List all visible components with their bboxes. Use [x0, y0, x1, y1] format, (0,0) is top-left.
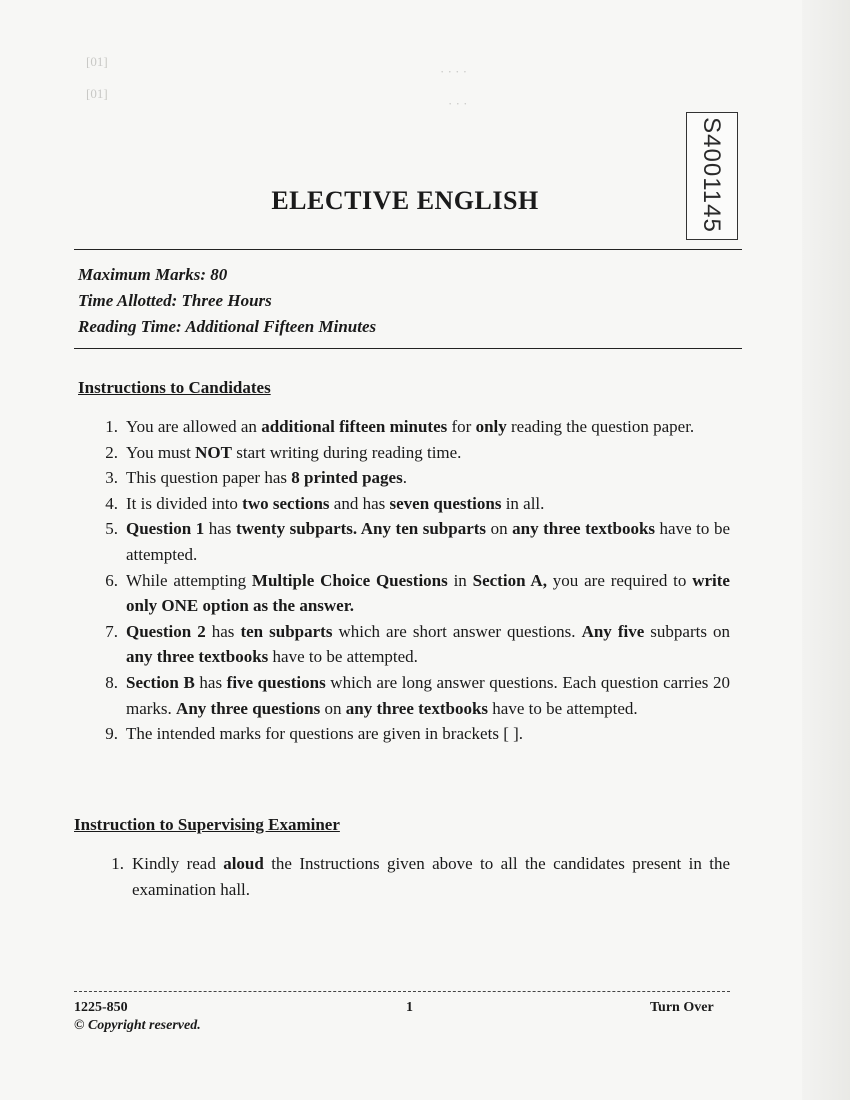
instruction-fragment: on	[320, 698, 346, 718]
instruction-emphasis: Any five	[581, 621, 645, 641]
instruction-item	[90, 851, 730, 902]
instruction-emphasis: twenty subparts. Any ten subparts	[235, 519, 487, 539]
instruction-fragment: on	[486, 519, 513, 539]
instruction-fragment: have to be attempted.	[268, 647, 418, 667]
instruction-text	[126, 440, 730, 466]
instruction-fragment: in	[447, 570, 473, 590]
instruction-fragment: has	[194, 672, 227, 692]
instruction-fragment: While attempting	[126, 570, 252, 590]
instruction-text	[126, 721, 730, 747]
instruction-emphasis: five questions	[226, 672, 326, 692]
instruction-text	[126, 465, 730, 491]
instruction-fragment: the Instructions given above to all the candidates present in the examination hall.	[132, 854, 730, 899]
instruction-emphasis: Section A,	[472, 570, 547, 590]
instruction-fragment: has	[204, 519, 236, 539]
instruction-fragment: It is divided into	[126, 493, 243, 513]
instruction-fragment: The intended marks for questions are given in brackets [ ].	[126, 724, 524, 744]
reading-time: Reading Time: Additional Fifteen Minutes	[78, 317, 377, 336]
turn-over-note: Turn Over	[650, 1000, 714, 1015]
instruction-item	[84, 568, 730, 619]
instruction-item	[84, 516, 730, 567]
instruction-number: 2.	[105, 442, 118, 462]
instruction-number: 7.	[105, 621, 118, 641]
bleed-through-mark: [01]	[86, 54, 108, 69]
instruction-item	[84, 670, 730, 721]
instruction-fragment: in all.	[501, 493, 545, 513]
instruction-emphasis: ten subparts	[240, 621, 333, 641]
instruction-fragment: has	[205, 621, 241, 641]
candidate-instructions-list	[84, 414, 730, 747]
instruction-item	[84, 619, 730, 670]
instruction-item	[84, 440, 730, 466]
bleed-through-mark: [01]	[86, 86, 108, 101]
instruction-emphasis: any three textbooks	[512, 519, 656, 539]
instruction-emphasis: Question 1	[126, 519, 205, 539]
instruction-fragment: subparts on	[644, 621, 730, 641]
instruction-fragment: for	[447, 417, 476, 436]
instruction-fragment: You must	[126, 442, 196, 462]
footer-divider	[74, 991, 730, 992]
instruction-emphasis: any three textbooks	[126, 647, 269, 667]
instruction-emphasis: two sections	[242, 493, 330, 513]
instruction-fragment: and has	[329, 493, 390, 513]
paper-code: 1225-850	[74, 1000, 128, 1015]
instruction-number: 9.	[105, 724, 118, 744]
instruction-number: 3.	[105, 468, 118, 488]
paper-title: ELECTIVE ENGLISH	[271, 186, 539, 215]
instruction-emphasis: Multiple Choice Questions	[251, 570, 448, 590]
instruction-fragment: start writing during reading time.	[231, 442, 462, 462]
instruction-fragment: This question paper has	[126, 468, 292, 488]
examiner-heading: Instruction to Supervising Examiner	[74, 815, 340, 834]
instruction-emphasis: Any three questions	[176, 698, 321, 718]
instruction-text	[126, 670, 730, 721]
instruction-emphasis: seven questions	[389, 493, 502, 513]
instruction-emphasis: 8 printed pages	[291, 468, 403, 488]
instruction-fragment: which are short answer questions.	[332, 621, 582, 641]
instruction-text	[126, 516, 730, 567]
instruction-item	[84, 721, 730, 747]
instruction-emphasis: only	[475, 417, 507, 436]
instruction-text	[126, 414, 730, 440]
divider-middle	[74, 348, 742, 349]
instruction-number: 1.	[105, 417, 118, 436]
instruction-fragment: which are long answer questions. Each question carries 20 marks.	[126, 672, 730, 718]
instruction-fragment: You are allowed an	[126, 417, 262, 436]
instruction-number: 4.	[105, 493, 118, 513]
page-number: 1	[406, 1000, 413, 1015]
time-allotted: Time Allotted: Three Hours	[78, 291, 272, 310]
instruction-emphasis: Section B	[126, 672, 195, 692]
instruction-emphasis: any three textbooks	[345, 698, 489, 718]
instruction-number: 6.	[105, 570, 118, 590]
instruction-item	[84, 465, 730, 491]
instruction-fragment: .	[402, 468, 407, 488]
instruction-item	[84, 414, 730, 440]
instruction-emphasis: additional fifteen minutes	[261, 417, 448, 436]
instruction-text	[132, 851, 730, 902]
copyright-note: © Copyright reserved.	[74, 1018, 201, 1033]
instruction-emphasis: aloud	[223, 854, 264, 873]
instruction-text	[126, 491, 730, 517]
instruction-fragment: have to be attempted.	[488, 698, 638, 718]
divider-top	[74, 249, 742, 250]
instruction-number: 1.	[111, 854, 124, 873]
instruction-number: 5.	[105, 519, 118, 539]
serial-number: S4001145	[698, 117, 725, 233]
instruction-emphasis: write only ONE option as the answer.	[126, 570, 730, 616]
instruction-fragment: reading the question paper.	[506, 417, 695, 436]
bleed-through-mark: · · · ·	[440, 64, 468, 79]
examiner-instructions-list	[90, 851, 730, 902]
instruction-text	[126, 568, 730, 619]
bleed-through-mark: · · ·	[448, 96, 468, 111]
instruction-number: 8.	[105, 672, 118, 692]
candidates-heading: Instructions to Candidates	[78, 378, 271, 397]
instruction-fragment: have to be attempted.	[126, 519, 730, 564]
instruction-emphasis: NOT	[195, 442, 232, 462]
instruction-fragment: you are required to	[546, 570, 693, 590]
instruction-emphasis: Question 2	[126, 621, 206, 641]
scan-edge-shadow	[802, 0, 850, 1100]
instruction-fragment: Kindly read	[132, 854, 224, 873]
max-marks: Maximum Marks: 80	[78, 265, 228, 284]
instruction-item	[84, 491, 730, 517]
instruction-text	[126, 619, 730, 670]
